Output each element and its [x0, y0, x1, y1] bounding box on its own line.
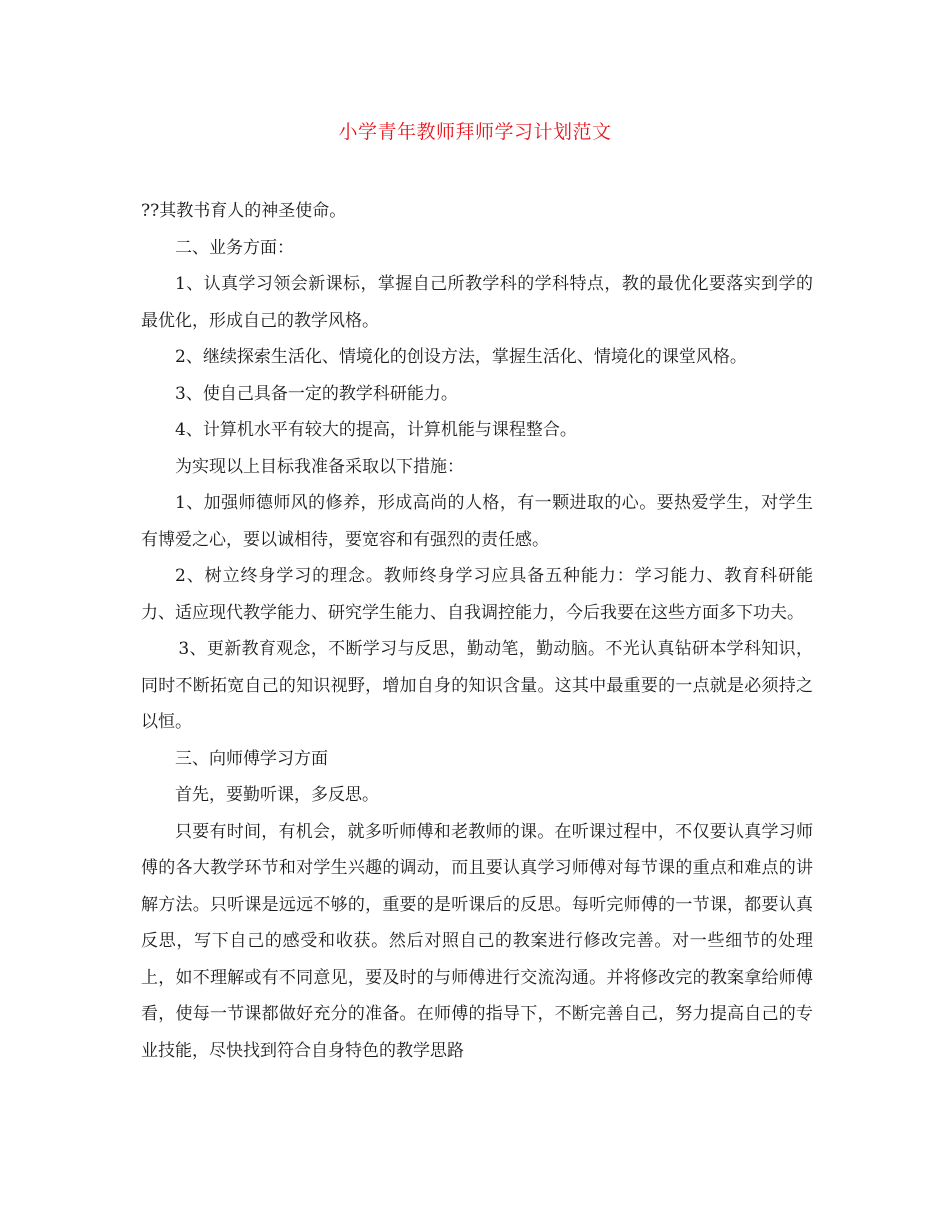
paragraph: 1、认真学习领会新课标，掌握自己所教学科的学科特点，教的最优化要落实到学的最优化，形成自己的教学风格。: [141, 274, 813, 331]
document-title: 小学青年教师拜师学习计划范文: [338, 121, 612, 143]
paragraph: 只要有时间，有机会，就多听师傅和老教师的课。在听课过程中，不仅要认真学习师傅的各大教学环节和对学生兴趣的调动，而且要认真学习师傅对每节课的重点和难点的讲解方法。只听课是远远不够的，重要的是听课后的反思。每听完师傅的一节课，都要认真反思，写下自己的感受和收获。然后对照自己的教案进行修改完善。对一些细节的处理上，如不理解或有不同意见，要及时的与师傅进行交流沟通。并将修改完的教案拿给师傅看，使每一节课都做好充分的准备。在师傅的指导下，不断完善自己，努力提高自己的专业技能，尽快找到符合自身特色的教学思路: [141, 821, 813, 1061]
section-heading-mentor: 三、向师傅学习方面: [175, 748, 328, 769]
paragraph: 3、使自己具备一定的教学科研能力。: [175, 383, 458, 404]
section-heading-business: 二、业务方面：: [175, 237, 294, 258]
paragraph: ??其教书育人的神圣使命。: [141, 201, 347, 221]
paragraph: 首先，要勤听课，多反思。: [175, 785, 379, 805]
paragraph: 2、树立终身学习的理念。教师终身学习应具备五种能力：学习能力、教育科研能力、适应现代教学能力、研究学生能力、自我调控能力，今后我要在这些方面多下功夫。: [141, 566, 813, 623]
paragraph: 2、继续探索生活化、情境化的创设方法，掌握生活化、情境化的课堂风格。: [175, 347, 747, 367]
paragraph: 1、加强师德师风的修养，形成高尚的人格，有一颗进取的心。要热爱学生，对学生有博爱之心，要以诚相待，要宽容和有强烈的责任感。: [141, 493, 813, 550]
paragraph: 4、计算机水平有较大的提高，计算机能与课程整合。: [175, 420, 577, 440]
document-body: [141, 193, 813, 1069]
paragraph: 3、更新教育观念，不断学习与反思，勤动笔，勤动脑。不光认真钻研本学科知识，同时不断拓宽自己的知识视野，增加自身的知识含量。这其中最重要的一点就是必须持之以恒。: [141, 639, 813, 732]
paragraph: 为实现以上目标我准备采取以下措施：: [175, 456, 464, 477]
